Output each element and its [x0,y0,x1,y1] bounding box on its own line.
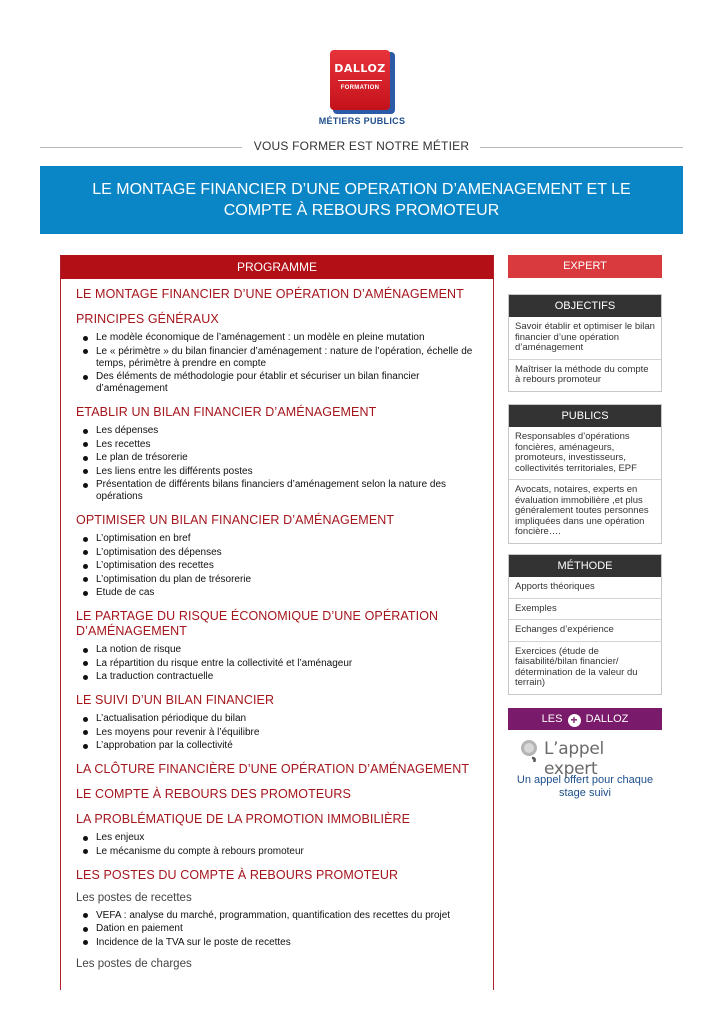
list-item: La répartition du risque entre la collectivité et l’aménageur [81,658,478,670]
section-heading: LE MONTAGE FINANCIER D’UNE OPÉRATION D’AMÉNAGEMENT [76,287,464,301]
dalloz-logo[interactable] [330,50,390,110]
dalloz-head-right: DALLOZ [585,713,629,725]
methode-item: Apports théoriques [515,581,595,592]
list-item: Des éléments de méthodologie pour établir et sécuriser un bilan financier d’aménagement [81,371,478,395]
bullet-list [76,533,478,599]
program-header: PROGRAMME [61,255,493,279]
section-heading: PRINCIPES GÉNÉRAUX [76,312,219,326]
list-item: La traduction contractuelle [81,671,478,683]
section-heading: LE PARTAGE DU RISQUE ÉCONOMIQUE D’UNE OPÉRATION D’AMÉNAGEMENT [76,609,439,638]
objectifs-box [508,294,662,392]
course-title: LE MONTAGE FINANCIER D’UNE OPERATION D’AMENAGEMENT ET LE COMPTE À REBOURS PROMOTEUR [40,166,683,234]
methode-box [508,554,662,695]
bullet-list [76,713,478,752]
subsection-heading: Les postes de charges [76,957,192,970]
section-heading: OPTIMISER UN BILAN FINANCIER D’AMÉNAGEMENT [76,513,395,527]
appel-expert-logo [520,736,660,779]
section-heading: LA CLÔTURE FINANCIÈRE D’UNE OPÉRATION D’AMÉNAGEMENT [76,762,470,776]
tagline-row [40,139,683,155]
list-item: Incidence de la TVA sur le poste de recettes [81,937,478,949]
public-item: Avocats, notaires, experts en évaluation immobilière ,et plus généralement toutes personnes impliquées dans une opération foncière…. [509,479,661,543]
section-heading: ETABLIR UN BILAN FINANCIER D’AMÉNAGEMENT [76,405,377,419]
speech-bubble-icon [520,738,540,762]
bullet-list [76,910,478,949]
methode-item: Exemples [509,598,661,620]
appel-caption-link[interactable]: Un appel offert pour chaque stage suivi [516,774,654,799]
list-item: Présentation de différents bilans financiers d’aménagement selon la nature des opérations [81,479,478,503]
header [0,0,724,130]
list-item: Les enjeux [81,832,478,844]
methode-title: MÉTHODE [509,555,661,577]
list-item: Les liens entre les différents postes [81,466,478,478]
list-item: Etude de cas [81,587,478,599]
list-item: L’actualisation périodique du bilan [81,713,478,725]
logo-name: DALLOZ [334,62,386,75]
list-item: Le plan de trésorerie [81,452,478,464]
list-item: L’optimisation en bref [81,533,478,545]
list-item: VEFA : analyse du marché, programmation, quantification des recettes du projet [81,910,478,922]
objectif-item: Savoir établir et optimiser le bilan financier d’une opération d’aménagement [515,321,655,353]
bullet-list [76,425,478,503]
program-body [61,279,493,971]
list-item: L’approbation par la collectivité [81,740,478,752]
list-item: Le modèle économique de l’aménagement : un modèle en pleine mutation [81,332,478,344]
list-item: Le mécanisme du compte à rebours promoteur [81,846,478,858]
methode-item: Exercices (étude de faisabilité/bilan financier/ détermination de la valeur du terrain) [509,641,661,694]
objectif-item: Maîtriser la méthode du compte à rebours promoteur [509,359,661,391]
list-item: Dation en paiement [81,923,478,935]
dalloz-appel-box[interactable] [508,708,662,808]
list-item: La notion de risque [81,644,478,656]
bullet-list [76,832,478,858]
program-panel [60,255,494,990]
plus-icon: + [568,714,581,727]
tagline: VOUS FORMER EST NOTRE MÉTIER [253,139,470,153]
bullet-list [76,644,478,683]
section-heading: LE SUIVI D’UN BILAN FINANCIER [76,693,275,707]
public-item: Responsables d’opérations foncières, aménageurs, promoteurs, investisseurs, collectivités territoriales, EPF [515,431,637,474]
appel-expert-text: L’appel expert [544,739,604,779]
list-item: L’optimisation du plan de trésorerie [81,574,478,586]
section-heading: LA PROBLÉMATIQUE DE LA PROMOTION IMMOBILIÈRE [76,812,411,826]
publics-title: PUBLICS [509,405,661,427]
list-item: Les moyens pour revenir à l’équilibre [81,727,478,739]
section-heading: LE COMPTE À REBOURS DES PROMOTEURS [76,787,351,801]
objectifs-title: OBJECTIFS [509,295,661,317]
list-item: L’optimisation des recettes [81,560,478,572]
list-item: L’optimisation des dépenses [81,547,478,559]
bullet-list [76,332,478,395]
dalloz-header [508,708,662,730]
publics-box [508,404,662,544]
methode-item: Echanges d’expérience [509,619,661,641]
logo-rule [338,80,382,81]
logo-sub: FORMATION [340,85,380,91]
logo-tagline: MÉTIERS PUBLICS [318,116,406,126]
list-item: Les recettes [81,439,478,451]
dalloz-head-left: LES [541,713,563,725]
expert-button[interactable]: EXPERT [508,255,662,278]
section-heading: LES POSTES DU COMPTE À REBOURS PROMOTEUR [76,867,399,882]
subsection-heading: Les postes de recettes [76,891,192,904]
list-item: Les dépenses [81,425,478,437]
list-item: Le « périmètre » du bilan financier d’aménagement : nature de l’opération, échelle de temps, périmètre à prendre en compte [81,346,478,370]
